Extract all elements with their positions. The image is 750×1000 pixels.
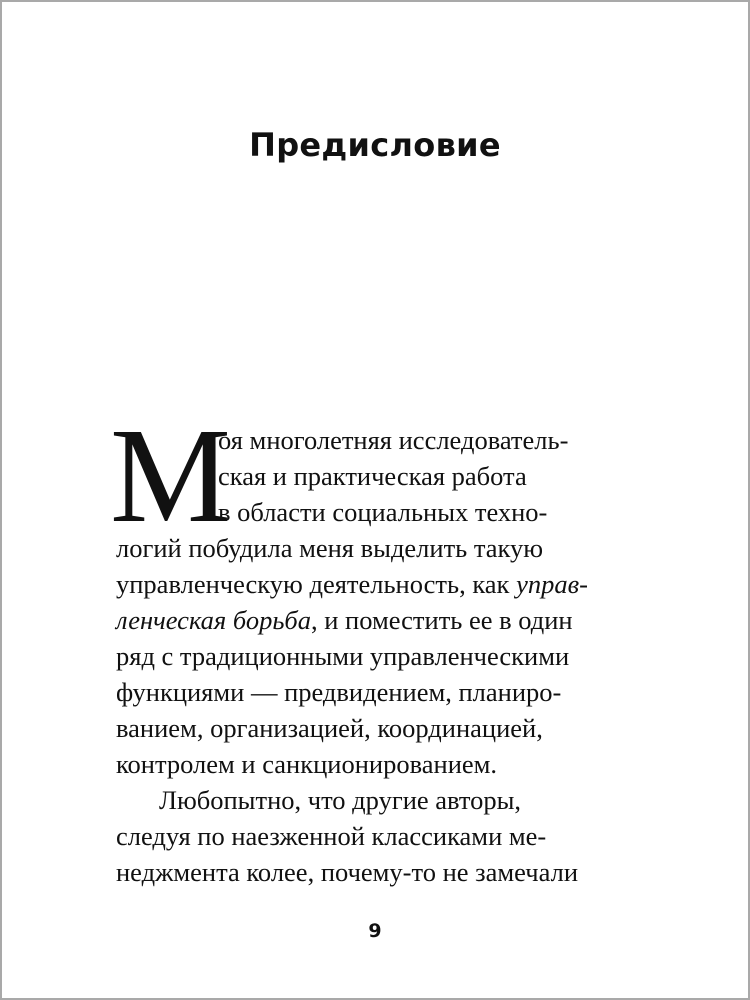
italic-term: ленческая борьба xyxy=(116,605,311,635)
text-line: Любопытно, что другие авторы, xyxy=(159,785,522,815)
text-line: неджмента колее, почему-то не замечали xyxy=(116,857,579,887)
drop-cap-letter: М xyxy=(110,401,231,551)
text-line: функциями — предвидением, планиро- xyxy=(116,677,562,707)
text-span: управленческую деятельность, как xyxy=(116,569,517,599)
text-line: контролем и санкционированием. xyxy=(116,749,498,779)
text-line: следуя по наезженной классиками ме- xyxy=(116,821,547,851)
text-line: логий побудила меня выделить такую xyxy=(116,533,544,563)
text-line: оя многолетняя исследователь- xyxy=(218,425,569,455)
text-span: , и поместить ее в один xyxy=(311,605,573,635)
text-line: ская и практическая работа xyxy=(218,461,527,491)
page-title: Предисловие xyxy=(249,126,501,164)
text-line: ванием, организацией, координацией, xyxy=(116,713,543,743)
text-line xyxy=(116,602,573,638)
text-line: ряд с традиционными управленческими xyxy=(116,641,570,671)
page-number: 9 xyxy=(368,920,382,942)
text-line: в области социальных техно- xyxy=(218,497,548,527)
text-line xyxy=(116,566,588,602)
italic-term: управ- xyxy=(516,569,588,599)
